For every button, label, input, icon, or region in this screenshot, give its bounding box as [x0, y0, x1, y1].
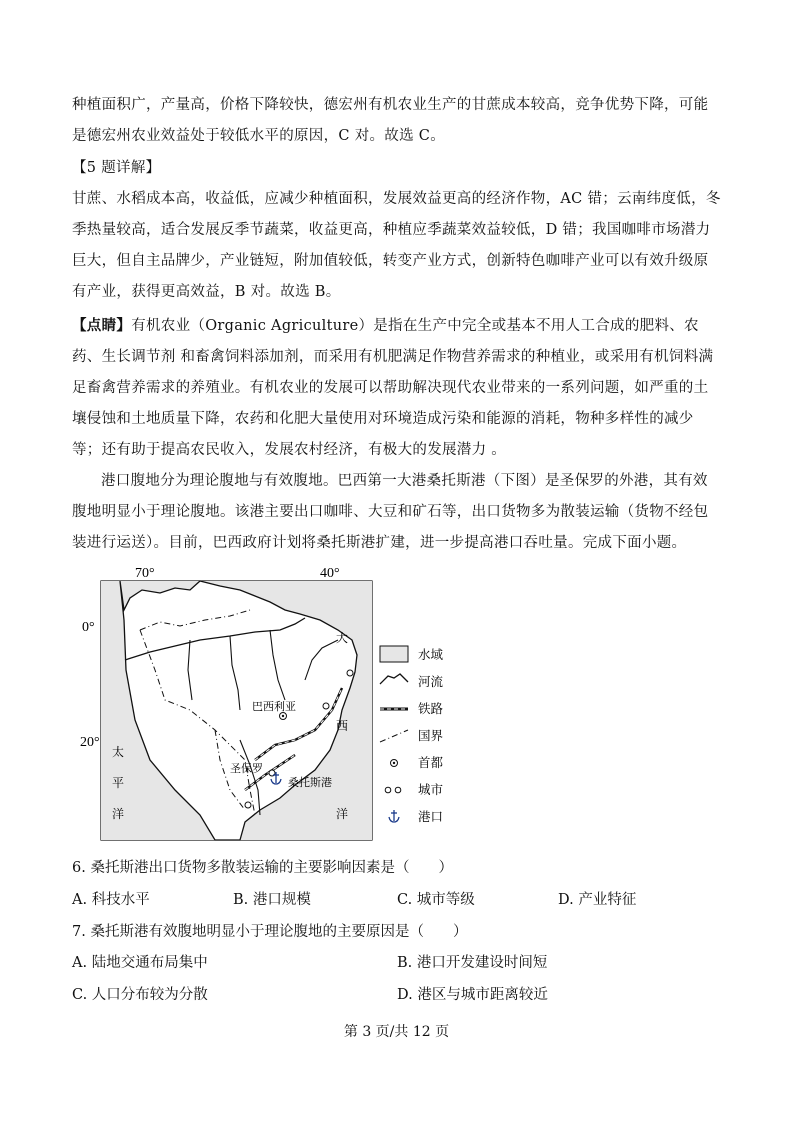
legend-port-label: 港口 — [418, 810, 444, 824]
q6-option-d[interactable]: D. 产业特征 — [558, 892, 637, 908]
city-marker — [347, 670, 353, 676]
pacific-char-2: 平 — [112, 776, 125, 790]
q7-option-b[interactable]: B. 港口开发建设时间短 — [397, 955, 548, 971]
pacific-char-1: 太 — [112, 745, 125, 759]
map-legend — [380, 646, 444, 824]
santos-label: 桑托斯港 — [288, 777, 332, 789]
q6-option-c[interactable]: C. 城市等级 — [397, 892, 475, 908]
q6-option-b[interactable]: B. 港口规模 — [233, 892, 311, 908]
q7-stem: 7. 桑托斯港有效腹地明显小于理论腹地的主要原因是（ ） — [72, 924, 468, 940]
atlantic-char-2: 西 — [336, 719, 349, 733]
tip-paragraph — [72, 310, 722, 466]
legend-water-label: 水域 — [418, 648, 444, 662]
saopaulo-label: 圣保罗 — [230, 763, 263, 775]
legend-city-swatch — [385, 787, 391, 793]
tip-label: 【点睛】 — [72, 317, 132, 334]
legend-city-label: 城市 — [418, 783, 444, 797]
lat-20-label: 20° — [80, 735, 100, 750]
q7-option-d[interactable]: D. 港区与城市距离较近 — [397, 987, 548, 1003]
legend-railway-label: 铁路 — [418, 702, 444, 716]
q5-explanation: 甘蔗、水稻成本高，收益低，应减少种植面积，发展效益更高的经济作物，AC 错；云南纬度低，冬季热量较高，适合发展反季节蔬菜，收益更高，种植应季蔬菜效益较低，D 错；我国咖啡市场潜力巨大，但自主品牌少，产业链短，附加值较低，转变产业方式，创新特色咖啡产业可以有效升级原有产业，获得更高效益，B 对。故选 B。 — [72, 191, 721, 300]
legend-capital-label: 首都 — [418, 756, 444, 770]
brazil-map — [80, 560, 500, 850]
city-marker — [323, 703, 329, 709]
q7-option-a[interactable]: A. 陆地交通布局集中 — [72, 955, 208, 971]
atlantic-char-3: 洋 — [336, 807, 349, 821]
legend-river-label: 河流 — [418, 675, 444, 689]
legend-border-swatch — [380, 730, 408, 742]
city-marker — [245, 802, 251, 808]
legend-river-swatch — [380, 674, 408, 684]
pacific-char-3: 洋 — [112, 807, 125, 821]
question-intro: 港口腹地分为理论腹地与有效腹地。巴西第一大港桑托斯港（下图）是圣保罗的外港，其有效腹地明显小于理论腹地。该港主要出口咖啡、大豆和矿石等，出口货物多为散装运输（货物不经包装进行运送）。目前，巴西政府计划将桑托斯港扩建，进一步提高港口吞吐量。完成下面小题。 — [72, 473, 709, 551]
q5-heading: 【5 题详解】 — [72, 160, 161, 176]
legend-port-icon — [389, 810, 399, 822]
page-footer: 第 3 页/共 12 页 — [343, 1024, 450, 1040]
legend-water-swatch — [380, 646, 408, 662]
lon-40-label: 40° — [320, 566, 340, 581]
tip-text: 有机农业（Organic Agriculture）是指在生产中完全或基本不用人工合成的肥料、农药、生长调节剂 和畜禽饲料添加剂，而采用有机肥满足作物营养需求的种植业，或采用有机饲料满足畜禽营养需求的养殖业。有机农业的发展可以帮助解决现代农业带来的一系列问题，如严重的土壤侵蚀和土地质量下降，农药和化肥大量使用对环境造成污染和能源的消耗，物种多样性的减少等；还有助于提高农民收入，发展农村经济，有极大的发展潜力 。 — [72, 318, 714, 458]
brasilia-label: 巴西利亚 — [252, 701, 296, 713]
q7-option-c[interactable]: C. 人口分布较为分散 — [72, 987, 208, 1003]
q6-stem: 6. 桑托斯港出口货物多散装运输的主要影响因素是（ ） — [72, 860, 453, 876]
capital-dot — [282, 715, 284, 717]
q6-option-a[interactable]: A. 科技水平 — [72, 892, 150, 908]
lat-0-label: 0° — [82, 620, 95, 635]
lon-70-label: 70° — [135, 566, 155, 581]
answer-4-continued: 种植面积广，产量高，价格下降较快，德宏州有机农业生产的甘蔗成本较高，竞争优势下降，可能是德宏州农业效益处于较低水平的原因，C 对。故选 C。 — [72, 97, 709, 144]
atlantic-char-1: 大 — [336, 631, 349, 645]
legend-border-label: 国界 — [418, 729, 444, 743]
